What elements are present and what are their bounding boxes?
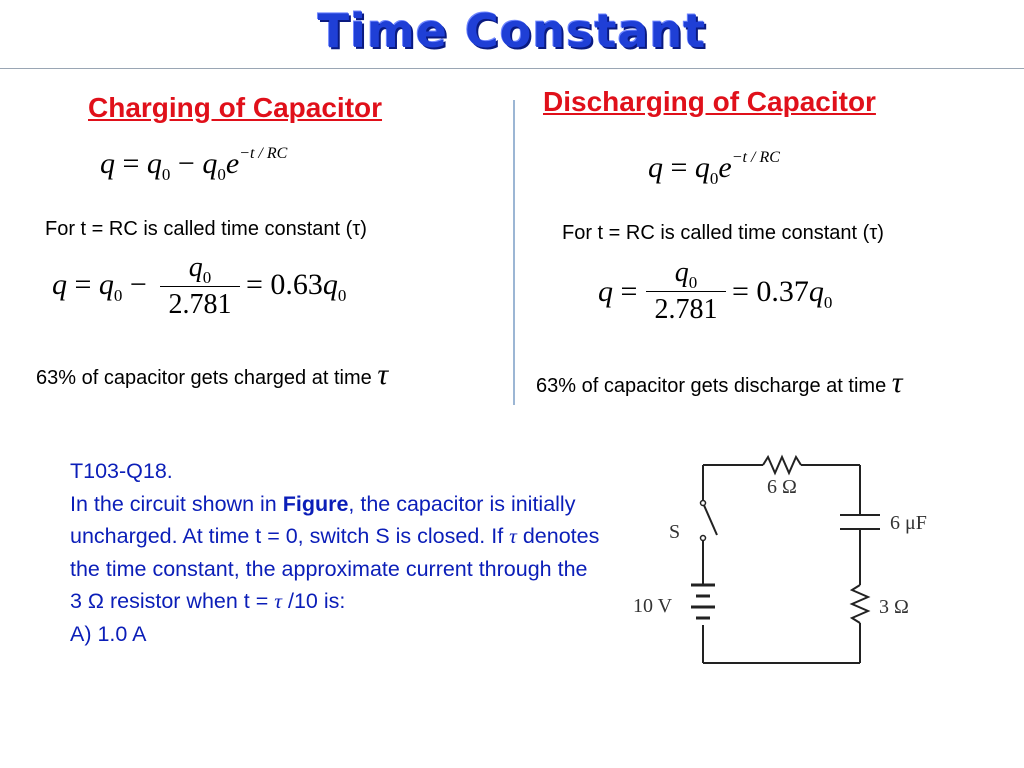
resistor-top-label: 6 Ω — [767, 476, 797, 498]
charging-conclusion: 63% of capacitor gets charged at time τ — [36, 358, 389, 391]
discharging-fraction-result: = $0.37q_0$ — [732, 275, 833, 312]
switch-label: S — [669, 521, 681, 543]
figure-word: Figure — [282, 491, 349, 516]
discharging-fraction-lhs: q = — [598, 275, 638, 308]
resistor-right-icon — [852, 585, 868, 623]
discharging-note: For t = RC is called time constant (τ) — [562, 222, 884, 244]
problem-answer: A) 1.0 A — [70, 621, 147, 646]
discharging-fraction: $q_0$ 2.781 — [646, 257, 726, 326]
battery-label: 10 V — [633, 595, 673, 617]
charging-fraction: $q_0$ 2.781 — [160, 252, 240, 321]
page-title: Time Constant — [317, 4, 707, 58]
problem-text — [70, 455, 600, 650]
tau-symbol: τ — [891, 366, 903, 399]
charging-fraction-result: = $0.63q_0$ — [246, 268, 347, 305]
resistor-right-label: 3 Ω — [879, 596, 909, 618]
problem-id: T103-Q18. — [70, 459, 173, 483]
problem-body: In the circuit shown in Figure, the capacitor is initially uncharged. At time t = 0, switch S is closed. If τ denotes the time constant, the approximate current through the 3 Ω resistor when t = τ /10 is: — [70, 491, 600, 613]
charging-note: For t = RC is called time constant (τ) — [45, 218, 367, 240]
charging-equation: $q = q_0 - q_0e^{-t / RC}$ — [100, 145, 288, 184]
column-divider — [513, 100, 515, 405]
title-divider — [0, 68, 1024, 69]
charging-fraction-lhs: $q = q_0$ − — [52, 268, 147, 305]
switch-icon — [703, 503, 717, 535]
discharging-heading: Discharging of Capacitor — [543, 86, 876, 117]
resistor-top-icon — [763, 457, 801, 473]
tau-symbol: τ — [377, 358, 389, 391]
discharging-equation: $q = q_0e^{-t / RC}$ — [648, 149, 780, 188]
discharging-conclusion: 63% of capacitor gets discharge at time τ — [536, 366, 903, 399]
charging-heading: Charging of Capacitor — [88, 92, 383, 123]
circuit-diagram — [625, 445, 955, 680]
capacitor-label: 6 μF — [890, 512, 927, 534]
